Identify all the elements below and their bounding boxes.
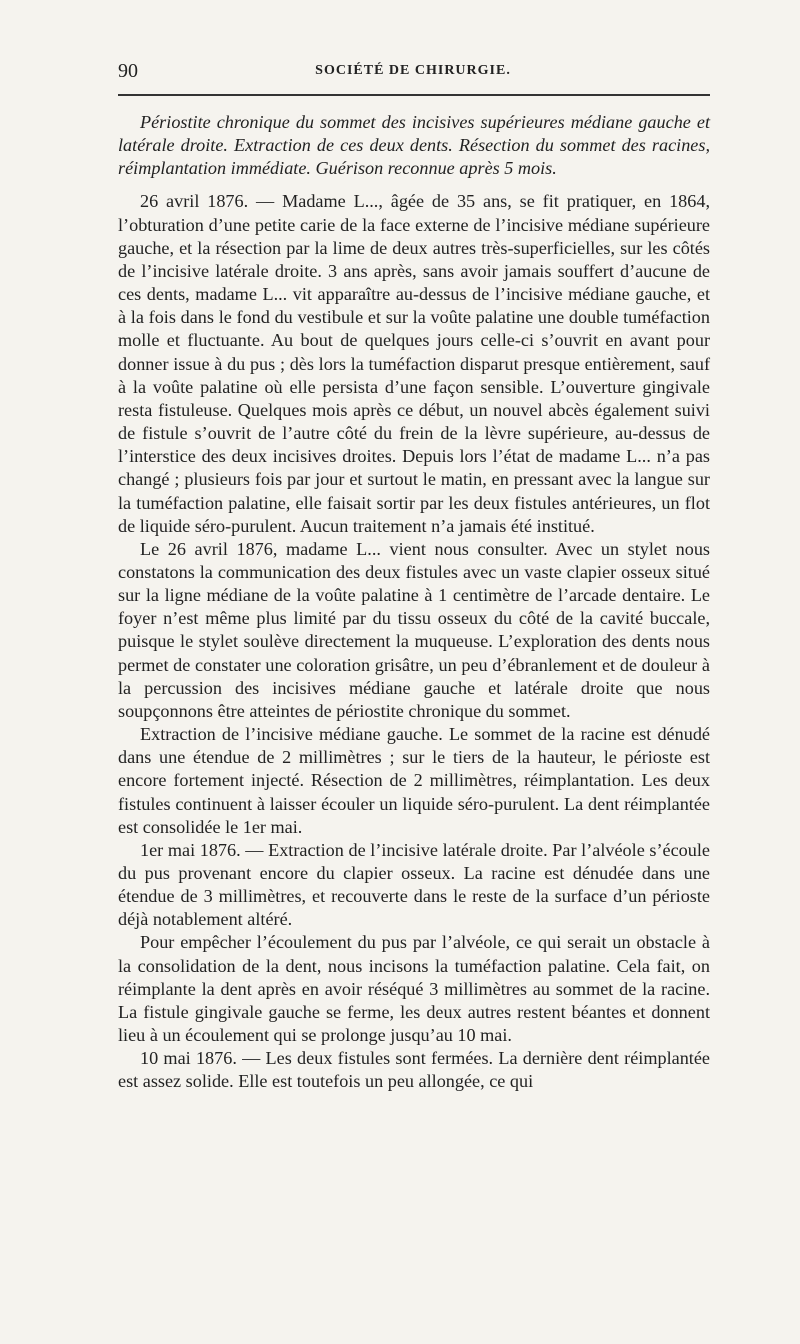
case-title: Périostite chronique du sommet des incisives supérieures médiane gauche et latérale droite. Extraction de ces deux dents. Résection du sommet des racines, réimplantation immédiate. Guérison reconnue après 5 mois.: [118, 112, 710, 179]
paragraph: Le 26 avril 1876, madame L... vient nous consulter. Avec un stylet nous constatons la communication des deux fistules avec un vaste clapier osseux situé sur la ligne médiane de la voûte palatine à 1 centimètre de l’arcade dentaire. Le foyer n’est même plus limité par du tissu osseux du côté de la cavité buccale, puisque le stylet soulève directement la muqueuse. L’exploration des dents nous permet de constater une coloration grisâtre, un peu d’ébranlement et de douleur à la percussion des incisives médiane gauche et latérale droite que nous soupçonnons être atteintes de périostite chronique du sommet.: [118, 538, 710, 721]
header-rule: [118, 94, 710, 96]
page-number: 90: [118, 60, 138, 82]
paragraph: Extraction de l’incisive médiane gauche. Le sommet de la racine est dénudé dans une étendue de 2 millimètres ; sur le tiers de la hauteur, le périoste est encore fortement injecté. Résection de 2 millimètres, réimplantation. Les deux fistules continuent à laisser écouler un liquide séro-purulent. La dent réimplantée est consolidée le 1er mai.: [118, 724, 710, 837]
running-head: SOCIÉTÉ DE CHIRURGIE.: [315, 63, 511, 78]
page-body: [118, 111, 710, 1094]
paragraph: 1er mai 1876. — Extraction de l’incisive latérale droite. Par l’alvéole s’écoule du pus provenant encore du clapier osseux. La racine est dénudée dans une étendue de 3 millimètres, et recouverte dans le reste de la surface d’un périoste déjà notablement altéré.: [118, 839, 710, 930]
paragraph: Pour empêcher l’écoulement du pus par l’alvéole, ce qui serait un obstacle à la consolidation de la dent, nous incisons la tuméfaction palatine. Cela fait, on réimplante la dent après en avoir réséqué 3 millimètres au sommet de la racine. La fistule gingivale gauche se ferme, les deux autres restent béantes et donnent lieu à un écoulement qui se prolonge jusqu’au 10 mai.: [118, 932, 710, 1046]
paragraph: 26 avril 1876. — Madame L..., âgée de 35 ans, se fit pratiquer, en 1864, l’obturation d’une petite carie de la face externe de l’incisive médiane supérieure gauche, et la résection par la lime de deux autres très-superficielles, sur les côtés de l’incisive latérale droite. 3 ans après, sans avoir jamais souffert d’aucune de ces dents, madame L... vit apparaître au-dessus de l’incisive médiane gauche, et à la fois dans le fond du vestibule et sur la voûte palatine une double tuméfaction molle et fluctuante. Au bout de quelques jours celle-ci s’ouvrit en avant pour donner issue à du pus ; dès lors la tuméfaction disparut presque entièrement, sauf à la voûte palatine où elle persista d’une façon sensible. L’ouverture gingivale resta fistuleuse. Quelques mois après ce début, un nouvel abcès également suivi de fistule s’ouvrit de l’autre côté du frein de la lèvre supérieure, au-dessus de l’interstice des deux incisives droites. Depuis lors l’état de madame L... n’a pas changé ; plusieurs fois par jour et surtout le matin, en pressant avec la langue sur la tuméfaction palatine, elle faisait sortir par les deux fistules antérieures, un flot de liquide séro-purulent. Aucun traitement n’a jamais été institué.: [118, 191, 710, 536]
paragraph: 10 mai 1876. — Les deux fistules sont fermées. La dernière dent réimplantée est assez solide. Elle est toutefois un peu allongée, ce qui: [118, 1048, 710, 1092]
page-header: [118, 60, 708, 88]
